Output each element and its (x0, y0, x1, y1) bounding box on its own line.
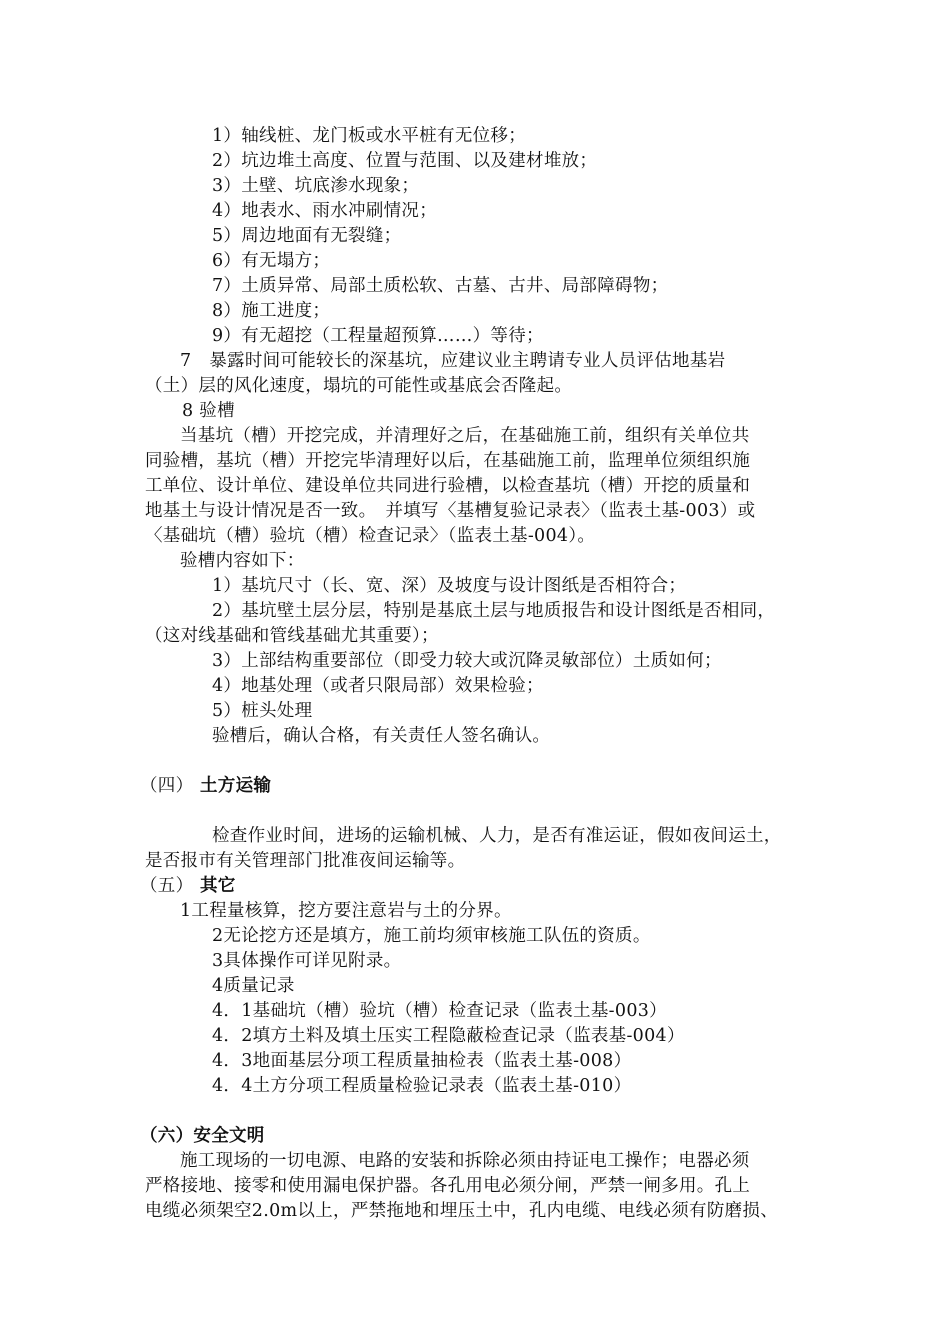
check-item-9: 9）有无超挖（工程量超预算……）等待； (212, 326, 544, 346)
quality-record-1: 4．1基础坑（槽）验坑（槽）检查记录（监表土基-003） (212, 1001, 667, 1021)
section-5-title: 其它 (200, 876, 236, 896)
inspection-paragraph-line-4: 地基土与设计情况是否一致。 并填写〈基槽复验记录表〉（监表土基-003）或 (145, 501, 756, 521)
quality-record-4: 4．4土方分项工程质量检验记录表（监表土基-010） (212, 1076, 632, 1096)
other-item-2: 2无论挖方还是填方，施工前均须审核施工队伍的资质。 (212, 926, 651, 946)
section-4-number: （四） (140, 776, 194, 796)
inspection-item-4: 4）地基处理（或者只限局部）效果检验； (212, 676, 544, 696)
inspection-item-5: 5）桩头处理 (212, 701, 313, 721)
check-item-3: 3）土壁、坑底渗水现象； (212, 176, 420, 196)
quality-record-3: 4．3地面基层分项工程质量抽检表（监表土基-008） (212, 1051, 632, 1071)
other-item-3: 3具体操作可详见附录。 (212, 951, 402, 971)
check-item-5: 5）周边地面有无裂缝； (212, 226, 402, 246)
check-item-1: 1）轴线桩、龙门板或水平桩有无位移； (212, 126, 527, 146)
safety-paragraph-line-2: 严格接地、接零和使用漏电保护器。各孔用电必须分闸，严禁一闸多用。孔上 (145, 1176, 751, 1196)
check-item-6: 6）有无塌方； (212, 251, 331, 271)
section-8-heading: 8 验槽 (182, 401, 235, 421)
check-item-4: 4）地表水、雨水冲刷情况； (212, 201, 438, 221)
inspection-paragraph-line-3: 工单位、设计单位、建设单位共同进行验槽，以检查基坑（槽）开挖的质量和 (145, 476, 751, 496)
other-item-4: 4质量记录 (212, 976, 295, 996)
transport-paragraph-line-2: 是否报市有关管理部门批准夜间运输等。 (145, 851, 466, 871)
inspection-item-2: 2）基坑壁土层分层，特别是基底土层与地质报告和设计图纸是否相同， (212, 601, 776, 621)
section-5-number: （五） (140, 876, 194, 896)
inspection-paragraph-line-1: 当基坑（槽）开挖完成，并清理好之后，在基础施工前，组织有关单位共 (180, 426, 750, 446)
inspection-item-1: 1）基坑尺寸（长、宽、深）及坡度与设计图纸是否相符合； (212, 576, 687, 596)
section-4-title: 土方运输 (200, 776, 272, 796)
safety-paragraph-line-1: 施工现场的一切电源、电路的安装和拆除必须由持证电工操作；电器必须 (180, 1151, 750, 1171)
quality-record-2: 4．2填方土料及填土压实工程隐蔽检查记录（监表基-004） (212, 1026, 685, 1046)
inspection-paragraph-line-5: 〈基础坑（槽）验坑（槽）检查记录〉（监表土基-004）。 (145, 526, 596, 546)
inspection-paragraph-line-2: 同验槽，基坑（槽）开挖完毕清理好以后，在基础施工前，监理单位须组织施 (145, 451, 751, 471)
transport-paragraph-line-1: 检查作业时间，进场的运输机械、人力，是否有准运证，假如夜间运土， (212, 826, 782, 846)
inspection-conclusion: 验槽后，确认合格，有关责任人签名确认。 (212, 726, 551, 746)
inspection-item-3: 3）上部结构重要部位（即受力较大或沉降灵敏部位）土质如何； (212, 651, 722, 671)
section-6-title: （六）安全文明 (140, 1126, 265, 1146)
check-item-7: 7）土质异常、局部土质松软、古墓、古井、局部障碍物； (212, 276, 669, 296)
paragraph-7-line-2: （土）层的风化速度，塌坑的可能性或基底会否隆起。 (145, 376, 573, 396)
other-item-1: 1工程量核算，挖方要注意岩与土的分界。 (180, 901, 512, 921)
inspection-item-2-cont: （这对线基础和管线基础尤其重要）； (145, 626, 439, 646)
safety-paragraph-line-3: 电缆必须架空2.0m以上，严禁拖地和埋压土中，孔内电缆、电线必须有防磨损、 (145, 1201, 779, 1221)
paragraph-7-line-1: 7 暴露时间可能较长的深基坑，应建议业主聘请专业人员评估地基岩 (180, 351, 726, 371)
inspection-content-heading: 验槽内容如下： (180, 551, 305, 571)
check-item-2: 2）坑边堆土高度、位置与范围、以及建材堆放； (212, 151, 598, 171)
check-item-8: 8）施工进度； (212, 301, 331, 321)
